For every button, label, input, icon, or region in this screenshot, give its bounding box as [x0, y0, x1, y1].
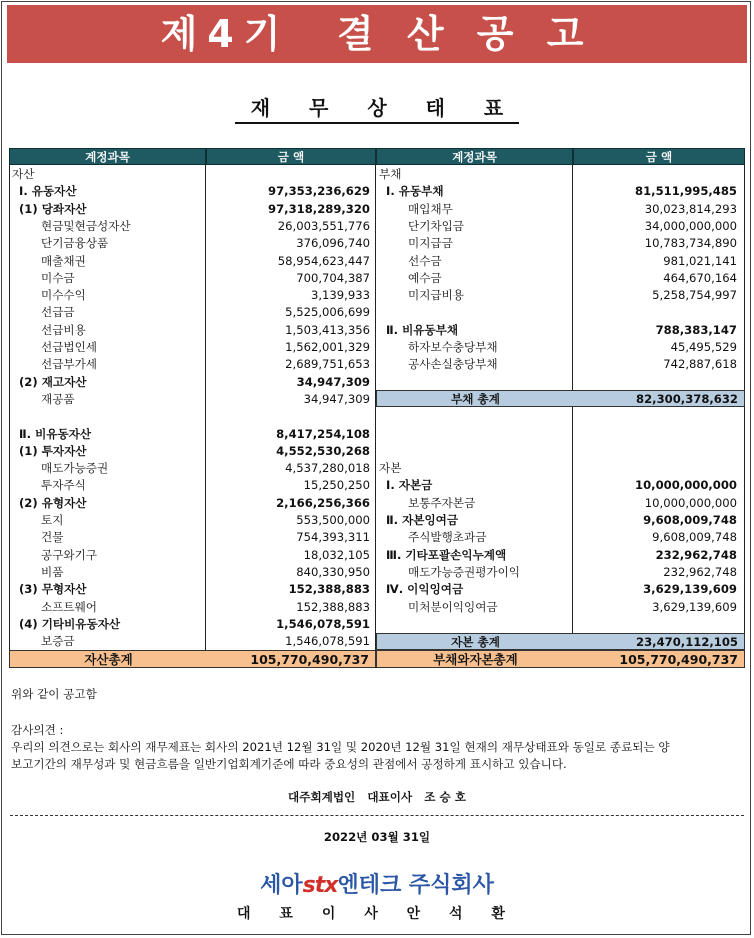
liability-equity-amount: 742,887,618: [663, 357, 737, 372]
asset-row: [9, 270, 376, 287]
liability-equity-row: [376, 339, 743, 356]
asset-label: 매출채권: [41, 253, 86, 268]
liability-equity-amount: 45,495,529: [670, 340, 737, 354]
liability-equity-label: 예수금: [408, 270, 442, 285]
liability-equity-label: 단기차입금: [408, 218, 464, 233]
liability-equity-row: [376, 477, 743, 494]
asset-amount: 3,139,933: [310, 288, 370, 303]
asset-amount: 4,537,280,018: [285, 461, 370, 476]
liability-equity-label: Ⅲ. 기타포괄손익누계액: [386, 547, 507, 562]
balance-sheet-table: [9, 148, 745, 668]
asset-amount: 4,552,530,268: [276, 443, 370, 458]
liability-equity-label: 보통주자본금: [408, 495, 476, 510]
liability-equity-amount: 10,000,000,000: [635, 478, 737, 493]
asset-amount: 8,417,254,108: [276, 426, 370, 441]
liability-equity-amount: 788,383,147: [655, 322, 737, 337]
liability-equity-row: [376, 253, 743, 270]
liability-equity-label: 매입채무: [408, 201, 453, 216]
asset-label: (3) 무형자산: [19, 582, 87, 597]
header-account-left: 계정과목: [9, 148, 206, 165]
asset-amount: 700,704,387: [296, 270, 370, 285]
asset-label: 건물: [41, 530, 64, 545]
asset-row: [9, 339, 376, 356]
asset-row: [9, 495, 376, 512]
header-amount-left: 금 액: [206, 148, 376, 165]
liability-equity-label: 미지급비용: [408, 288, 464, 303]
liability-total-label: 부채 총계: [451, 392, 500, 406]
asset-label: 자산: [12, 167, 35, 181]
asset-amount: 754,393,311: [296, 530, 370, 545]
asset-label: 미수수익: [41, 288, 86, 303]
dotted-divider: [10, 815, 744, 816]
liability-equity-amount: 464,670,164: [663, 270, 737, 285]
le-grand-total-amount: 105,770,490,737: [619, 652, 738, 667]
asset-grand-total-amount: 105,770,490,737: [250, 652, 369, 667]
asset-row: [9, 477, 376, 494]
liability-equity-row: [376, 322, 743, 339]
asset-label: (4) 기타비유동자산: [19, 616, 121, 631]
liability-equity-amount: 34,000,000,000: [644, 218, 737, 233]
asset-label: 보증금: [41, 634, 75, 649]
liability-equity-row: [376, 564, 743, 581]
asset-amount: 34,947,309: [303, 391, 370, 406]
liability-equity-row: [376, 512, 743, 529]
asset-row: [9, 183, 376, 200]
asset-row: [9, 201, 376, 218]
asset-amount: 97,353,236,629: [268, 184, 370, 199]
asset-row: [9, 391, 376, 408]
liability-equity-row: [376, 460, 743, 477]
liability-equity-label: Ⅱ. 비유동부채: [386, 322, 459, 337]
header-amount-right: 금 액: [573, 148, 745, 165]
announcement-date: 2022년 03월 31일: [323, 830, 431, 844]
asset-row: [9, 253, 376, 270]
liability-equity-row: [376, 356, 743, 373]
representative-name: 대 표 이 사 안 석 환: [237, 906, 517, 922]
liability-equity-row: [376, 495, 743, 512]
asset-amount: 152,388,883: [296, 599, 370, 614]
liability-equity-amount: 5,258,754,997: [652, 288, 737, 303]
asset-label: (1) 당좌자산: [19, 201, 87, 216]
asset-label: 선급비용: [41, 322, 86, 337]
liability-equity-label: Ⅰ. 자본금: [386, 478, 433, 493]
liability-equity-label: 미지급금: [408, 236, 453, 251]
liability-equity-amount: 3,629,139,609: [643, 582, 737, 597]
asset-row: [9, 235, 376, 252]
company-logo: [0, 868, 754, 899]
liability-equity-amount: 81,511,995,485: [635, 184, 737, 199]
asset-row: [9, 564, 376, 581]
asset-amount: 152,388,883: [288, 582, 370, 597]
asset-label: 선급법인세: [41, 340, 97, 354]
asset-row: [9, 304, 376, 321]
asset-label: (2) 재고자산: [19, 374, 87, 389]
audit-opinion-title: 감사의견 :: [11, 723, 64, 737]
asset-row: [9, 599, 376, 616]
asset-amount: 553,500,000: [296, 513, 370, 527]
asset-label: 투자주식: [41, 478, 86, 493]
asset-label: 소프트웨어: [41, 599, 97, 614]
asset-amount: 5,525,006,699: [285, 305, 370, 320]
asset-row: [9, 616, 376, 633]
company-name-prefix: 세아: [260, 873, 303, 898]
liability-equity-label: 매도가능증권평가이익: [408, 564, 520, 579]
asset-label: 공구와기구: [41, 547, 97, 562]
liability-equity-row: [376, 287, 743, 304]
audit-opinion-line1: 우리의 의견으로는 회사의 재무제표는 회사의 2021년 12월 31일 및 2020년 12월 31일 현재의 재무상태표와 동일로 종료되는 양: [11, 740, 670, 754]
asset-amount: 1,503,413,356: [285, 322, 370, 337]
liability-equity-row: [376, 547, 743, 564]
liability-equity-row: [376, 166, 743, 183]
asset-amount: 15,250,250: [303, 478, 370, 493]
liability-equity-amount: 232,962,748: [655, 547, 737, 562]
asset-amount: 18,032,105: [303, 547, 370, 562]
asset-amount: 58,954,623,447: [277, 253, 370, 268]
asset-label: 미수금: [41, 270, 75, 285]
asset-grand-total-row: [9, 650, 376, 668]
asset-label: 비품: [41, 564, 64, 579]
asset-amount: 34,947,309: [296, 374, 370, 389]
header-account-right: 계정과목: [376, 148, 573, 165]
liability-equity-row: [376, 235, 743, 252]
asset-amount: 2,689,751,653: [285, 357, 370, 372]
asset-row: [9, 529, 376, 546]
liability-equity-label: Ⅳ. 이익잉여금: [386, 582, 464, 597]
liability-equity-label: 하자보수충당부채: [408, 340, 498, 354]
asset-label: 현금및현금성자산: [41, 218, 131, 233]
liability-equity-label: 자본: [379, 461, 402, 476]
asset-row: [9, 322, 376, 339]
asset-label: 단기금융상품: [41, 236, 109, 251]
asset-row: [9, 633, 376, 650]
asset-label: 선급부가세: [41, 357, 97, 372]
asset-row: [9, 218, 376, 235]
asset-label: (1) 투자자산: [19, 443, 87, 458]
asset-amount: 2,166,256,366: [276, 495, 370, 510]
asset-amount: 26,003,551,776: [277, 218, 370, 233]
asset-row: [9, 426, 376, 443]
asset-label: Ⅰ. 유동자산: [19, 184, 77, 199]
liability-equity-row: [376, 581, 743, 598]
asset-amount: 376,096,740: [296, 236, 370, 251]
equity-total-amount: 23,470,112,105: [636, 635, 738, 649]
asset-amount: 840,330,950: [296, 564, 370, 579]
asset-row: [9, 547, 376, 564]
liability-equity-amount: 3,629,139,609: [652, 599, 737, 614]
liability-equity-row: [376, 270, 743, 287]
asset-row: [9, 287, 376, 304]
company-name-suffix: 엔테크 주식회사: [337, 873, 494, 898]
stx-logo-mark: stx: [302, 873, 338, 898]
liability-equity-label: Ⅰ. 유동부채: [386, 184, 444, 199]
asset-row: [9, 166, 376, 183]
equity-total-row: [376, 633, 745, 650]
asset-amount: 1,546,078,591: [285, 634, 370, 649]
asset-row: [9, 443, 376, 460]
notice-text: 위와 같이 공고함: [11, 687, 97, 701]
banner-title: 제4기 결 산 공 고: [7, 5, 747, 63]
liability-equity-label: 주식발행초과금: [408, 530, 487, 545]
liability-equity-row: [376, 218, 743, 235]
liability-equity-label: Ⅱ. 자본잉여금: [386, 513, 459, 527]
liability-equity-row: [376, 529, 743, 546]
asset-label: (2) 유형자산: [19, 495, 87, 510]
liability-equity-row: [376, 201, 743, 218]
liability-equity-row: [376, 599, 743, 616]
asset-row: [9, 356, 376, 373]
liability-equity-amount: 981,021,141: [663, 253, 737, 268]
asset-grand-total-label: 자산총계: [84, 652, 133, 667]
asset-amount: 1,546,078,591: [276, 616, 370, 631]
statement-title: 재 무 상 태 표: [0, 92, 754, 121]
liability-equity-label: 부채: [379, 167, 402, 181]
asset-label: 선급금: [41, 305, 75, 320]
liability-equity-amount: 10,000,000,000: [644, 495, 737, 510]
asset-row: [9, 512, 376, 529]
asset-label: Ⅱ. 비유동자산: [19, 426, 92, 441]
liability-equity-label: 공사손실충당부채: [408, 357, 498, 372]
asset-label: 토지: [41, 513, 64, 527]
asset-label: 재공품: [41, 391, 75, 406]
liability-equity-amount: 9,608,009,748: [643, 513, 737, 527]
liability-equity-label: 선수금: [408, 253, 442, 268]
liability-equity-grand-total-row: [376, 650, 745, 668]
liability-equity-row: [376, 183, 743, 200]
liability-equity-amount: 232,962,748: [663, 564, 737, 579]
liability-equity-amount: 30,023,814,293: [644, 201, 737, 216]
asset-amount: 1,562,001,329: [285, 340, 370, 354]
liability-equity-label: 미처분이익잉여금: [408, 599, 498, 614]
audit-opinion-line2: 보고기간의 재무성과 및 현금흐름을 일반기업회계기준에 따라 중요성의 관점에서 공정하게 표시하고 있습니다.: [11, 757, 567, 771]
liability-total-row: [376, 390, 745, 407]
asset-label: 매도가능증권: [41, 461, 109, 476]
equity-total-label: 자본 총계: [451, 635, 500, 649]
asset-amount: 97,318,289,320: [268, 201, 370, 216]
liability-equity-amount: 10,783,734,890: [644, 236, 737, 251]
asset-row: [9, 581, 376, 598]
asset-row: [9, 460, 376, 477]
auditor-signature: 대주회계법인 대표이사 조 승 호: [288, 790, 466, 804]
liability-equity-amount: 9,608,009,748: [652, 530, 737, 545]
le-grand-total-label: 부채와자본총계: [433, 652, 518, 667]
asset-row: [9, 374, 376, 391]
liability-total-amount: 82,300,378,632: [636, 392, 738, 406]
